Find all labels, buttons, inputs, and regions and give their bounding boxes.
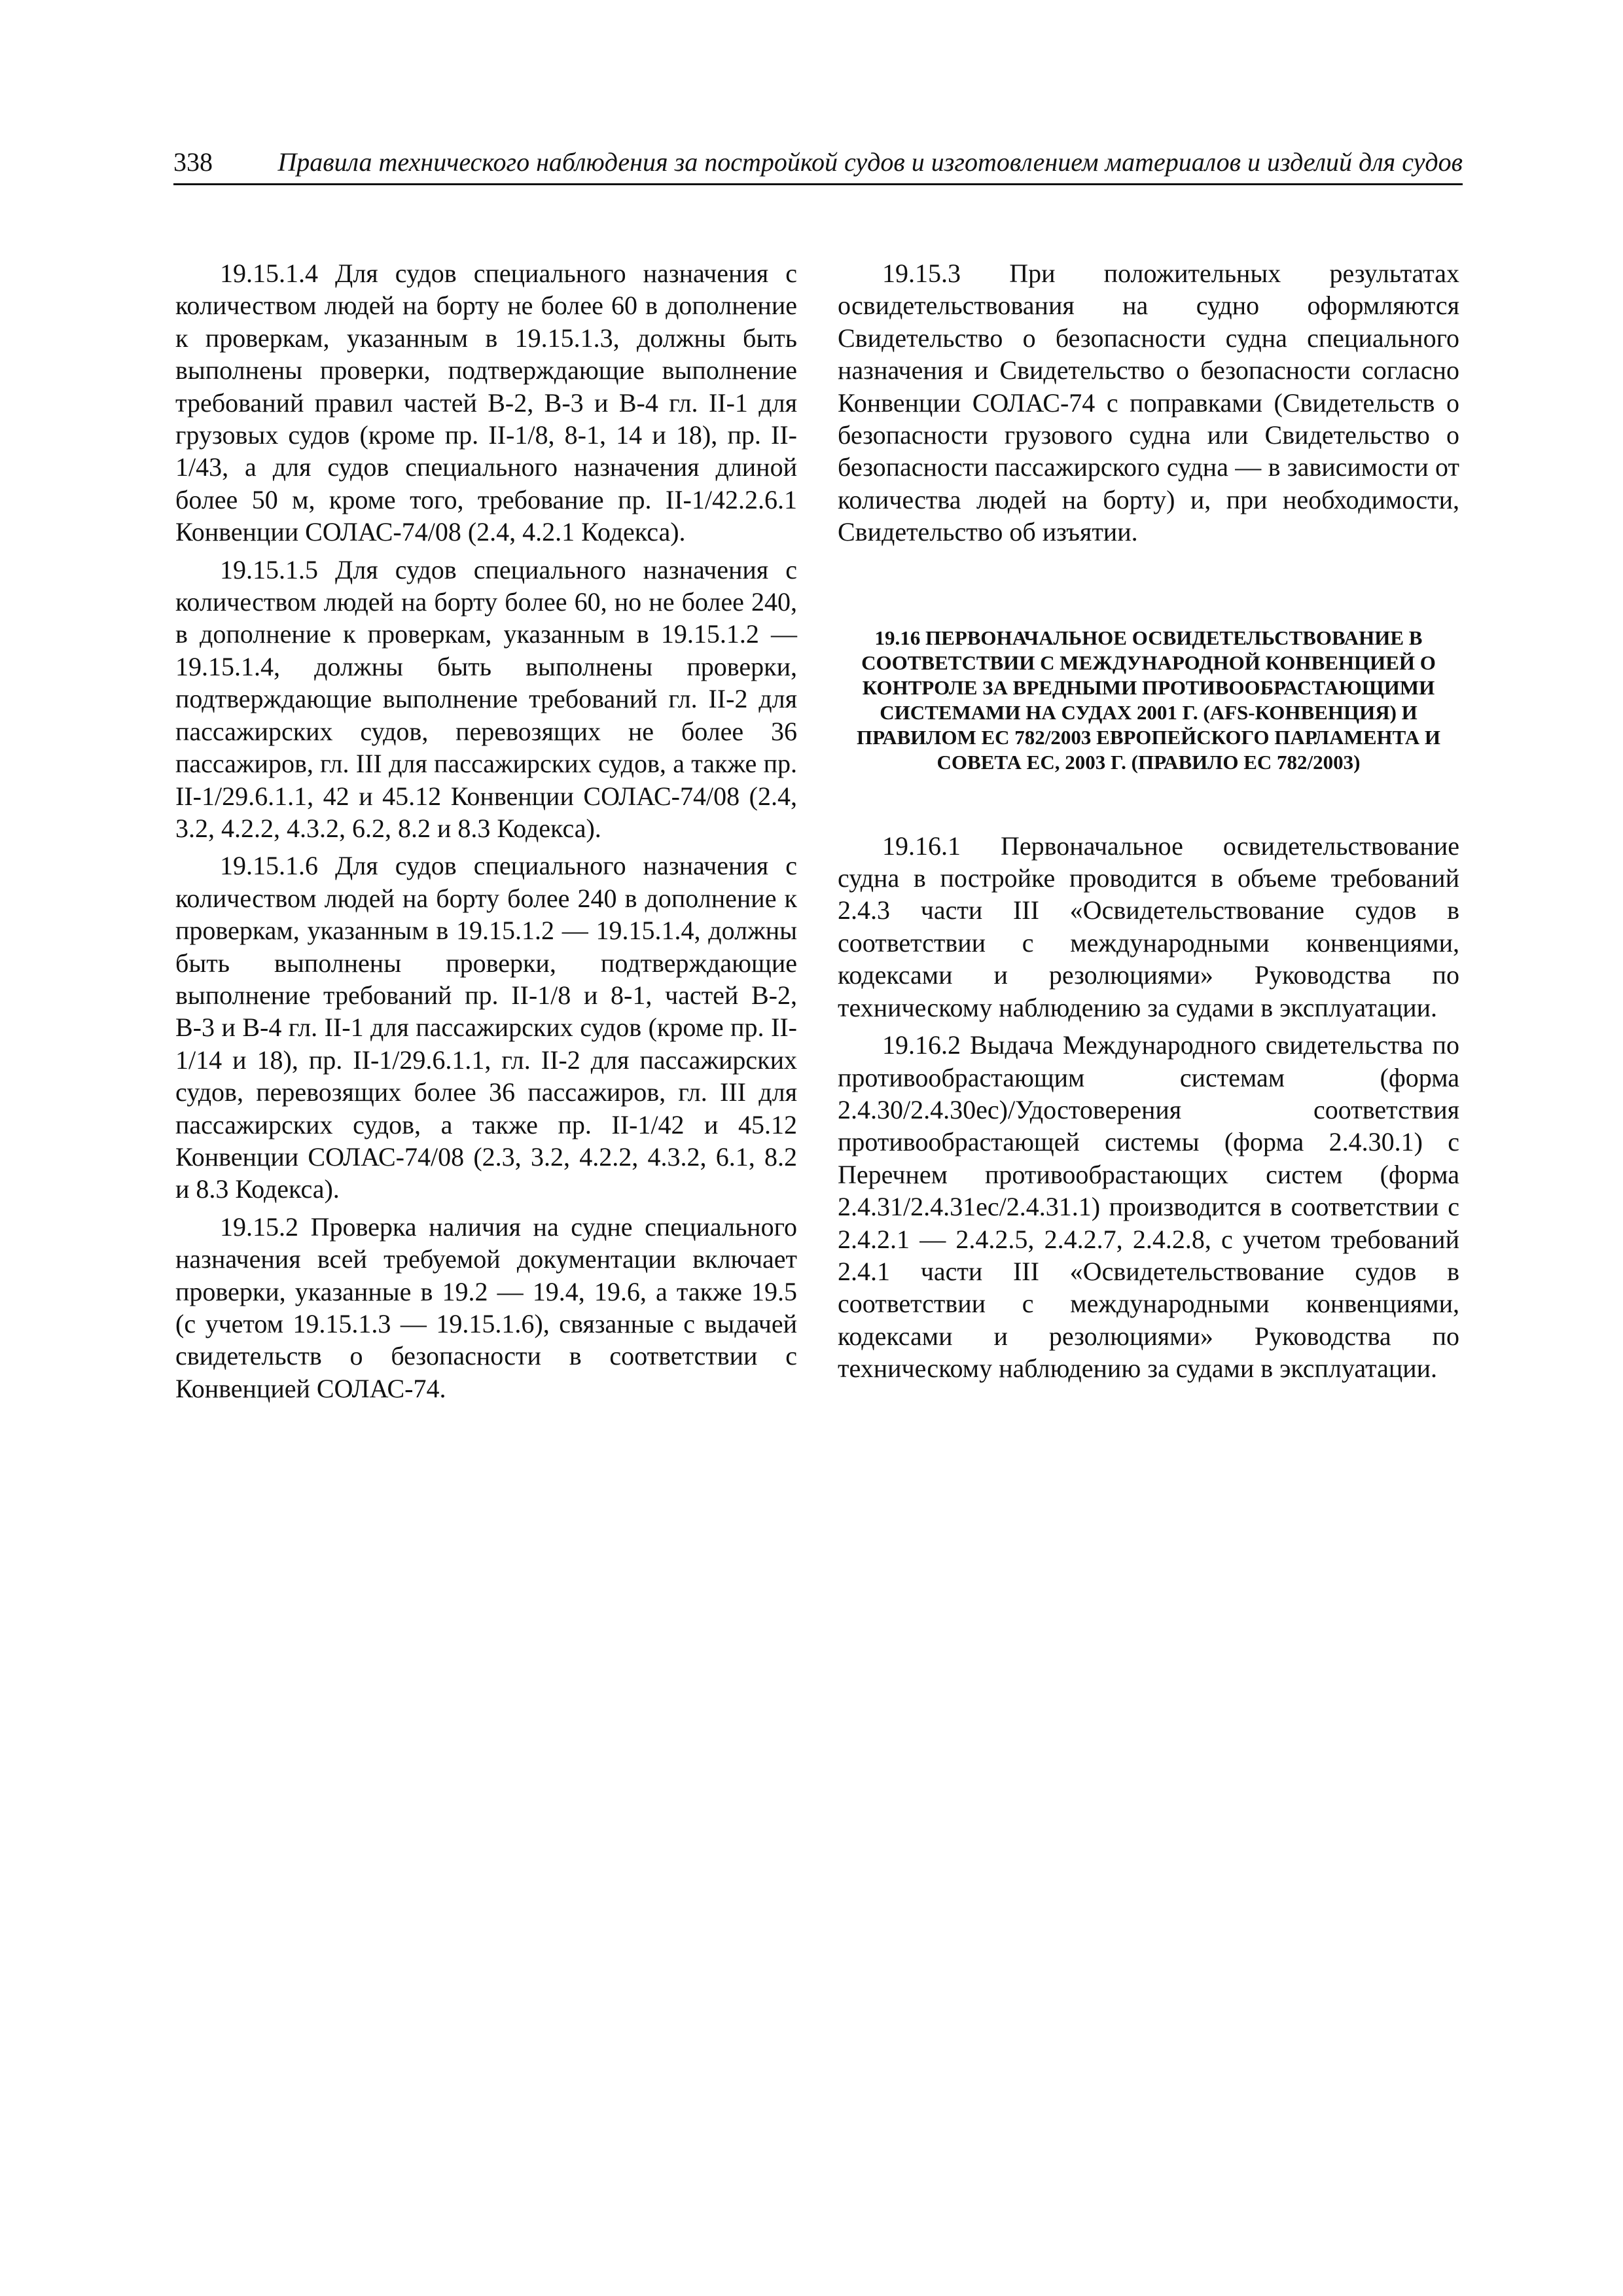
running-header <box>173 145 1463 185</box>
paragraph-19-15-1-4 <box>175 257 797 548</box>
paragraph-number: 19.15.2 <box>220 1211 298 1242</box>
running-title: Правила технического наблюдения за постройкой судов и изготовлением материалов и изделий для судов <box>277 147 1463 177</box>
paragraph-text: Первоначальное освидетельствование судна в постройке проводится в объеме требований 2.4.3 части III «Освидетельствование судов в соответствии с международными конвенциями, кодексами и резолюциями» Руководства по техническому наблюдению за судами в эксплуатации. <box>838 831 1459 1022</box>
paragraph-number: 19.15.1.6 <box>220 851 318 881</box>
paragraph-text: Выдача Международного свидетельства по противообрастающим системам (форма 2.4.30/2.4.30ec)/Удостоверения соответствия противообрастающей системы (форма 2.4.30.1) с Перечнем противообрастающих систем (форма 2.4.31/2.4.31ec/2.4.31.1) производится в соответствии с 2.4.2.1 — 2.4.2.5, 2.4.2.7, 2.4.2.8, с учетом требований 2.4.1 части III «Освидетельствование судов в соответствии с международными конвенциями, кодексами и резолюциями» Руководства по техническому наблюдению за судами в эксплуатации. <box>838 1030 1459 1384</box>
paragraph-text: Для судов специального назначения с количеством людей на борту не более 60 в дополнение к проверкам, указанным в 19.15.1.3, должны быть выполнены проверки, подтверждающие выполнение требований правил частей В-2, В-3 и В-4 гл. II-1 для грузовых судов (кроме пр. II-1/8, 8-1, 14 и 18), пр. II-1/43, а для судов специального назначения длиной более 50 м, кроме того, требование пр. II-1/42.2.6.1 Конвенции СОЛАС-74/08 (2.4, 4.2.1 Кодекса). <box>175 259 797 547</box>
paragraph-number: 19.15.3 <box>882 259 961 288</box>
paragraph-19-15-2 <box>175 1211 797 1405</box>
paragraph-number: 19.15.1.5 <box>220 554 318 584</box>
section-heading-19-16: 19.16 ПЕРВОНАЧАЛЬНОЕ ОСВИДЕТЕЛЬСТВОВАНИЕ В СООТВЕТСТВИИ С МЕЖДУНАРОДНОЙ КОНВЕНЦИЕЙ О КОНТРОЛЕ ЗА ВРЕДНЫМИ ПРОТИВООБРАСТАЮЩИМИ СИСТЕМАМИ НА СУДАХ 2001 Г. (AFS-КОНВЕНЦИЯ) И ПРАВИЛОМ ЕС 782/2003 ЕВРОПЕЙСКОГО ПАРЛАМЕНТА И СОВЕТА ЕС, 2003 Г. (ПРАВИЛО ЕС 782/2003) <box>856 626 1440 774</box>
paragraph-19-15-1-6 <box>175 850 797 1205</box>
paragraph-text: При положительных результатах освидетельствования на судно оформляются Свидетельство о безопасности судна специального назначения и Свидетельство о безопасности согласно Конвенции СОЛАС-74 с поправками (Свидетельств о безопасности грузового судна или Свидетельство о безопасности пассажирского судна — в зависимости от количества людей на борту) и, при необходимости, Свидетельство об изъятии. <box>838 259 1459 547</box>
paragraph-19-15-1-5 <box>175 554 797 845</box>
right-column <box>838 257 1459 1390</box>
left-column <box>175 257 797 1410</box>
paragraph-number: 19.16.2 <box>882 1030 961 1060</box>
paragraph-number: 19.16.1 <box>882 831 961 861</box>
paragraph-19-16-2 <box>838 1029 1459 1384</box>
paragraph-text: Для судов специального назначения с количеством людей на борту более 60, но не более 240, в дополнение к проверкам, указанным в 19.15.1.2 — 19.15.1.4, должны быть выполнены проверки, подтверждающие выполнение требований гл. II-2 для пассажирских судов, перевозящих не более 36 пассажиров, гл. III для пассажирских судов, а также пр. II-1/29.6.1.1, 42 и 45.12 Конвенции СОЛАС-74/08 (2.4, 3.2, 4.2.2, 4.3.2, 6.2, 8.2 и 8.3 Кодекса). <box>175 554 797 843</box>
paragraph-19-15-3 <box>838 257 1459 548</box>
paragraph-number: 19.15.1.4 <box>220 259 318 288</box>
paragraph-text: Для судов специального назначения с количеством людей на борту более 240 в дополнение к проверкам, указанным в 19.15.1.2 — 19.15.1.4, должны быть выполнены проверки, подтверждающие выполнение требований пр. II-1/8 и 8-1, частей В-2, В-3 и В-4 гл. II-1 для пассажирских судов (кроме пр. II-1/14 и 18), пр. II-1/29.6.1.1, гл. II-2 для пассажирских судов, перевозящих более 36 пассажиров, гл. III для пассажирских судов, а также пр. II-1/42 и 45.12 Конвенции СОЛАС-74/08 (2.3, 3.2, 4.2.2, 4.3.2, 6.1, 8.2 и 8.3 Кодекса). <box>175 851 797 1204</box>
paragraph-19-16-1 <box>838 830 1459 1024</box>
page-number: 338 <box>173 147 213 177</box>
paragraph-text: Проверка наличия на судне специального назначения всей требуемой документации включает проверки, указанные в 19.2 — 19.4, 19.6, а также 19.5 (с учетом 19.15.1.3 — 19.15.1.6), связанные с выдачей свидетельств о безопасности в соответствии с Конвенцией СОЛАС-74. <box>175 1211 797 1403</box>
